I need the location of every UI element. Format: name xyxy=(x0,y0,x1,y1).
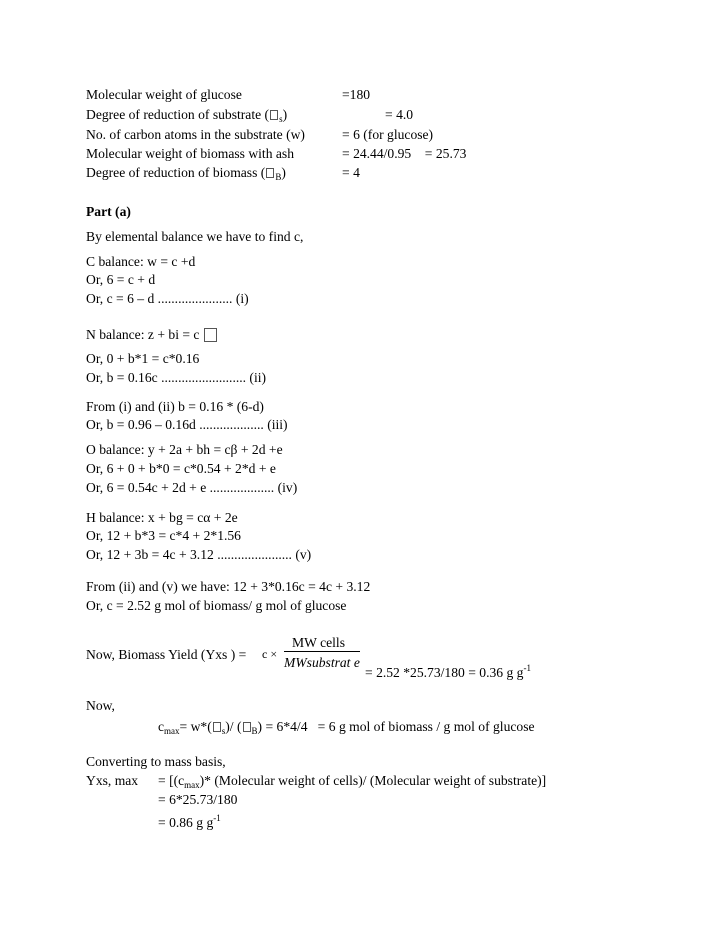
intro-text: By elemental balance we have to find c, xyxy=(86,229,304,244)
derivation-line: Or, c = 2.52 g mol of biomass/ g mol of glucose xyxy=(86,598,347,613)
c-balance-line: Or, c = 6 – d ...................... (i) xyxy=(86,291,249,306)
yield-label: Now, Biomass Yield (Yxs ) = xyxy=(86,647,247,662)
gamma-symbol-box xyxy=(243,722,251,732)
o-balance-line: Or, 6 + 0 + b*0 = c*0.54 + 2*d + e xyxy=(86,461,276,476)
h-balance-line: Or, 12 + b*3 = c*4 + 2*1.56 xyxy=(86,528,241,543)
cmax-equation: $c_{max}= w*$( $_s$)/ ( $_B$) = 6*4/4 = 6 g mol of biomass / g mol of glucose xyxy=(158,719,535,736)
yield-denominator: MWsubstrat e xyxy=(284,655,360,670)
c-balance-line: Or, 6 = c + d xyxy=(86,272,156,287)
h-balance-line: H balance: x + bg = cα + 2e xyxy=(86,510,238,525)
given-label-4: Molecular weight of biomass with ash xyxy=(86,146,295,161)
given-value-3: = 6 (for glucose) xyxy=(342,127,434,142)
given-value-2: = 4.0 xyxy=(385,107,414,122)
mass-basis-line: = [$(c_{max})*$ (Molecular weight of cells)/ (Molecular weight of substrate)] xyxy=(158,773,547,790)
o-balance-line: O balance: y + 2a + bh = cβ + 2d +e xyxy=(86,442,283,457)
given-value-5: = 4 xyxy=(342,165,360,180)
mass-basis-line: = 6*25.73/180 xyxy=(158,792,238,807)
derivation-line: From (ii) and (v) we have: 12 + 3*0.16c = 4c + 3.12 xyxy=(86,579,371,594)
n-balance-line: Or, b = 0.16c ......................... (ii) xyxy=(86,370,267,385)
yxs-max-label: Yxs, max xyxy=(86,773,139,788)
given-label-5: Degree of reduction of biomass ( $_B$) xyxy=(86,165,286,182)
delta-symbol-box xyxy=(204,328,217,342)
given-label-1: Molecular weight of glucose xyxy=(86,87,242,102)
derivation-line: Or, b = 0.96 – 0.16d ................... (iii) xyxy=(86,417,288,432)
yield-numerator: MW cells xyxy=(292,635,345,650)
given-label-3: No. of carbon atoms in the substrate (w) xyxy=(86,127,305,142)
yield-factor: c × xyxy=(262,647,278,661)
h-balance-line: Or, 12 + 3b = 4c + 3.12 ...................... (v) xyxy=(86,547,312,562)
gamma-symbol-box xyxy=(270,110,278,120)
mass-basis-heading: Converting to mass basis, xyxy=(86,754,226,769)
o-balance-line: Or, 6 = 0.54c + 2d + e ................... (iv) xyxy=(86,480,298,495)
derivation-line: From (i) and (ii) b = 0.16 * (6-d) xyxy=(86,399,264,414)
c-balance-line: C balance: w = c +d xyxy=(86,254,196,269)
yield-result: = 2.52 *25.73/180 = 0.36 g $g^{-1}$ xyxy=(365,663,531,680)
given-label-2: Degree of reduction of substrate ( $_s$) xyxy=(86,107,288,124)
fraction-bar xyxy=(284,651,360,652)
part-a-heading: Part (a) xyxy=(86,204,131,219)
n-balance-line: Or, 0 + b*1 = c*0.16 xyxy=(86,351,200,366)
now-text: Now, xyxy=(86,698,115,713)
given-value-1: =180 xyxy=(342,87,371,102)
n-balance-line: N balance: z + bi = c xyxy=(86,326,218,343)
mass-basis-result: = 0.86 g $g^{-1}$ xyxy=(158,813,221,830)
given-value-4: = 24.44/0.95 = 25.73 xyxy=(342,146,467,161)
gamma-symbol-box xyxy=(266,168,274,178)
gamma-symbol-box xyxy=(213,722,221,732)
